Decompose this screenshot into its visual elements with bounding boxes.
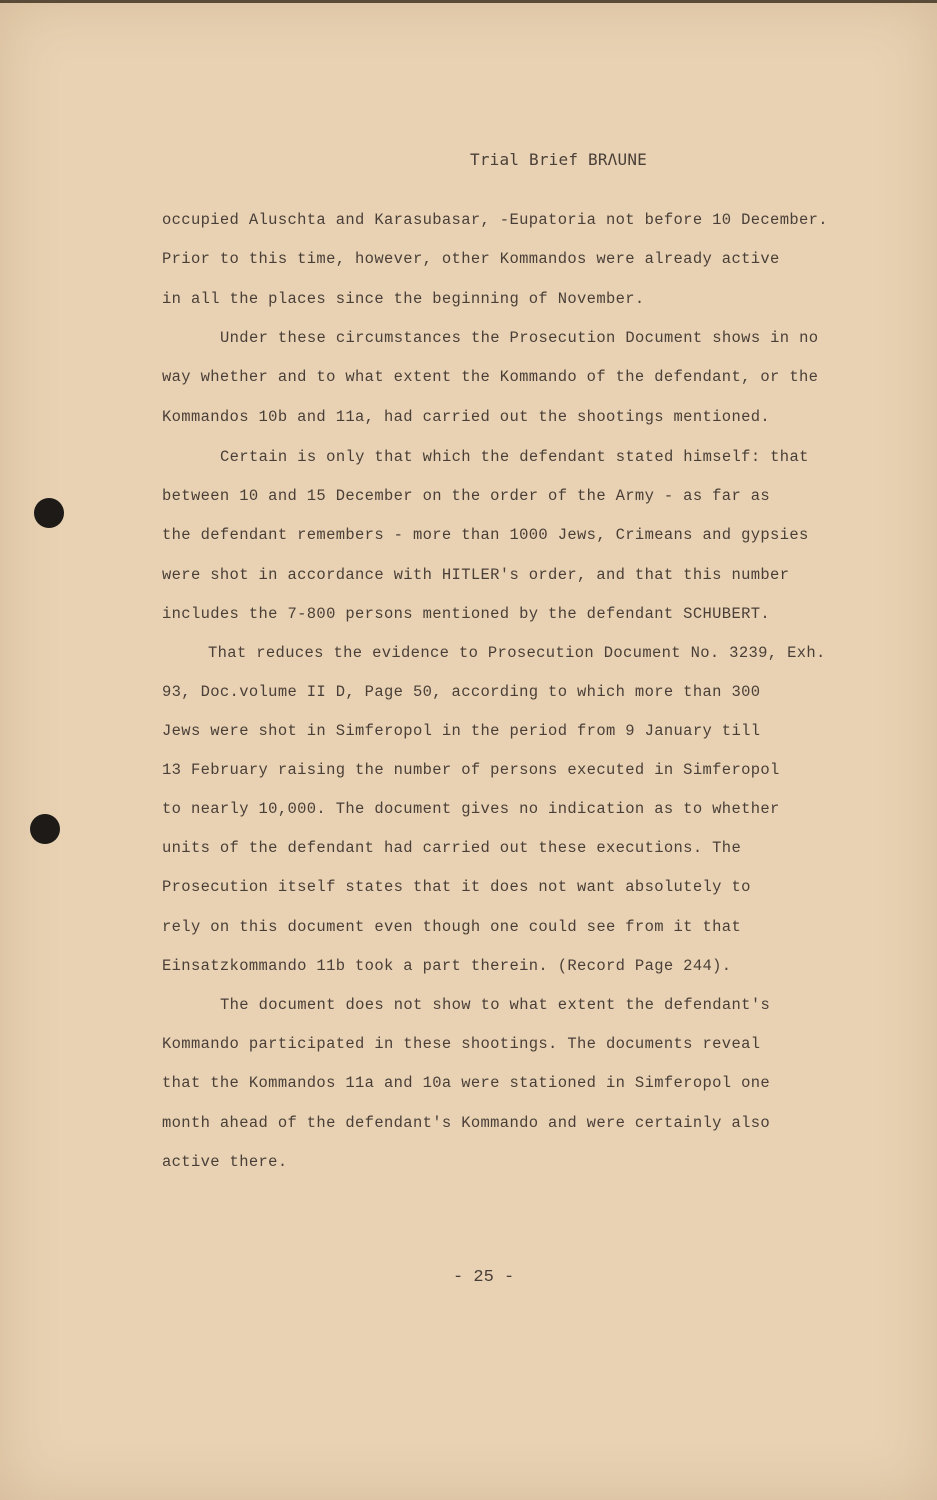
text-line: month ahead of the defendant's Kommando and were certainly also xyxy=(162,1114,771,1132)
text-line: includes the 7-800 persons mentioned by the defendant SCHUBERT. xyxy=(162,605,771,623)
text-line: Prior to this time, however, other Kommandos were already active xyxy=(162,250,780,268)
text-line: The document does not show to what extent the defendant's xyxy=(220,996,771,1014)
text-line: 13 February raising the number of persons executed in Simferopol xyxy=(162,761,780,779)
text-line: Certain is only that which the defendant stated himself: that xyxy=(220,448,809,466)
text-line: to nearly 10,000. The document gives no indication as to whether xyxy=(162,800,780,818)
text-line: in all the places since the beginning of November. xyxy=(162,290,645,308)
text-line: that the Kommandos 11a and 10a were stationed in Simferopol one xyxy=(162,1074,771,1092)
text-line: Jews were shot in Simferopol in the period from 9 January till xyxy=(162,722,761,740)
text-line: rely on this document even though one could see from it that xyxy=(162,918,742,936)
text-line: the defendant remembers - more than 1000 Jews, Crimeans and gypsies xyxy=(162,526,809,544)
punch-hole xyxy=(30,814,60,844)
text-line: way whether and to what extent the Kommando of the defendant, or the xyxy=(162,368,819,386)
text-line: Prosecution itself states that it does not want absolutely to xyxy=(162,878,751,896)
page-top-edge xyxy=(0,0,937,3)
text-line: Kommando participated in these shootings. The documents reveal xyxy=(162,1035,761,1053)
text-line: That reduces the evidence to Prosecution Document No. 3239, Exh. xyxy=(208,644,826,662)
page-header: Trial Brief BRΛUNE xyxy=(470,150,647,169)
text-line: were shot in accordance with HITLER's order, and that this number xyxy=(162,566,790,584)
text-line: occupied Aluschta and Karasubasar, -Eupatoria not before 10 December. xyxy=(162,211,828,229)
text-line: units of the defendant had carried out these executions. The xyxy=(162,839,742,857)
text-line: Einsatzkommando 11b took a part therein. (Record Page 244). xyxy=(162,957,732,975)
text-line: Kommandos 10b and 11a, had carried out the shootings mentioned. xyxy=(162,408,771,426)
text-line: between 10 and 15 December on the order of the Army - as far as xyxy=(162,487,771,505)
page-number: - 25 - xyxy=(453,1268,515,1287)
body-text xyxy=(162,210,842,1171)
text-line: active there. xyxy=(162,1153,288,1171)
text-line: Under these circumstances the Prosecution Document shows in no xyxy=(220,329,819,347)
text-line: 93, Doc.volume II D, Page 50, according to which more than 300 xyxy=(162,683,761,701)
punch-hole xyxy=(34,498,64,528)
